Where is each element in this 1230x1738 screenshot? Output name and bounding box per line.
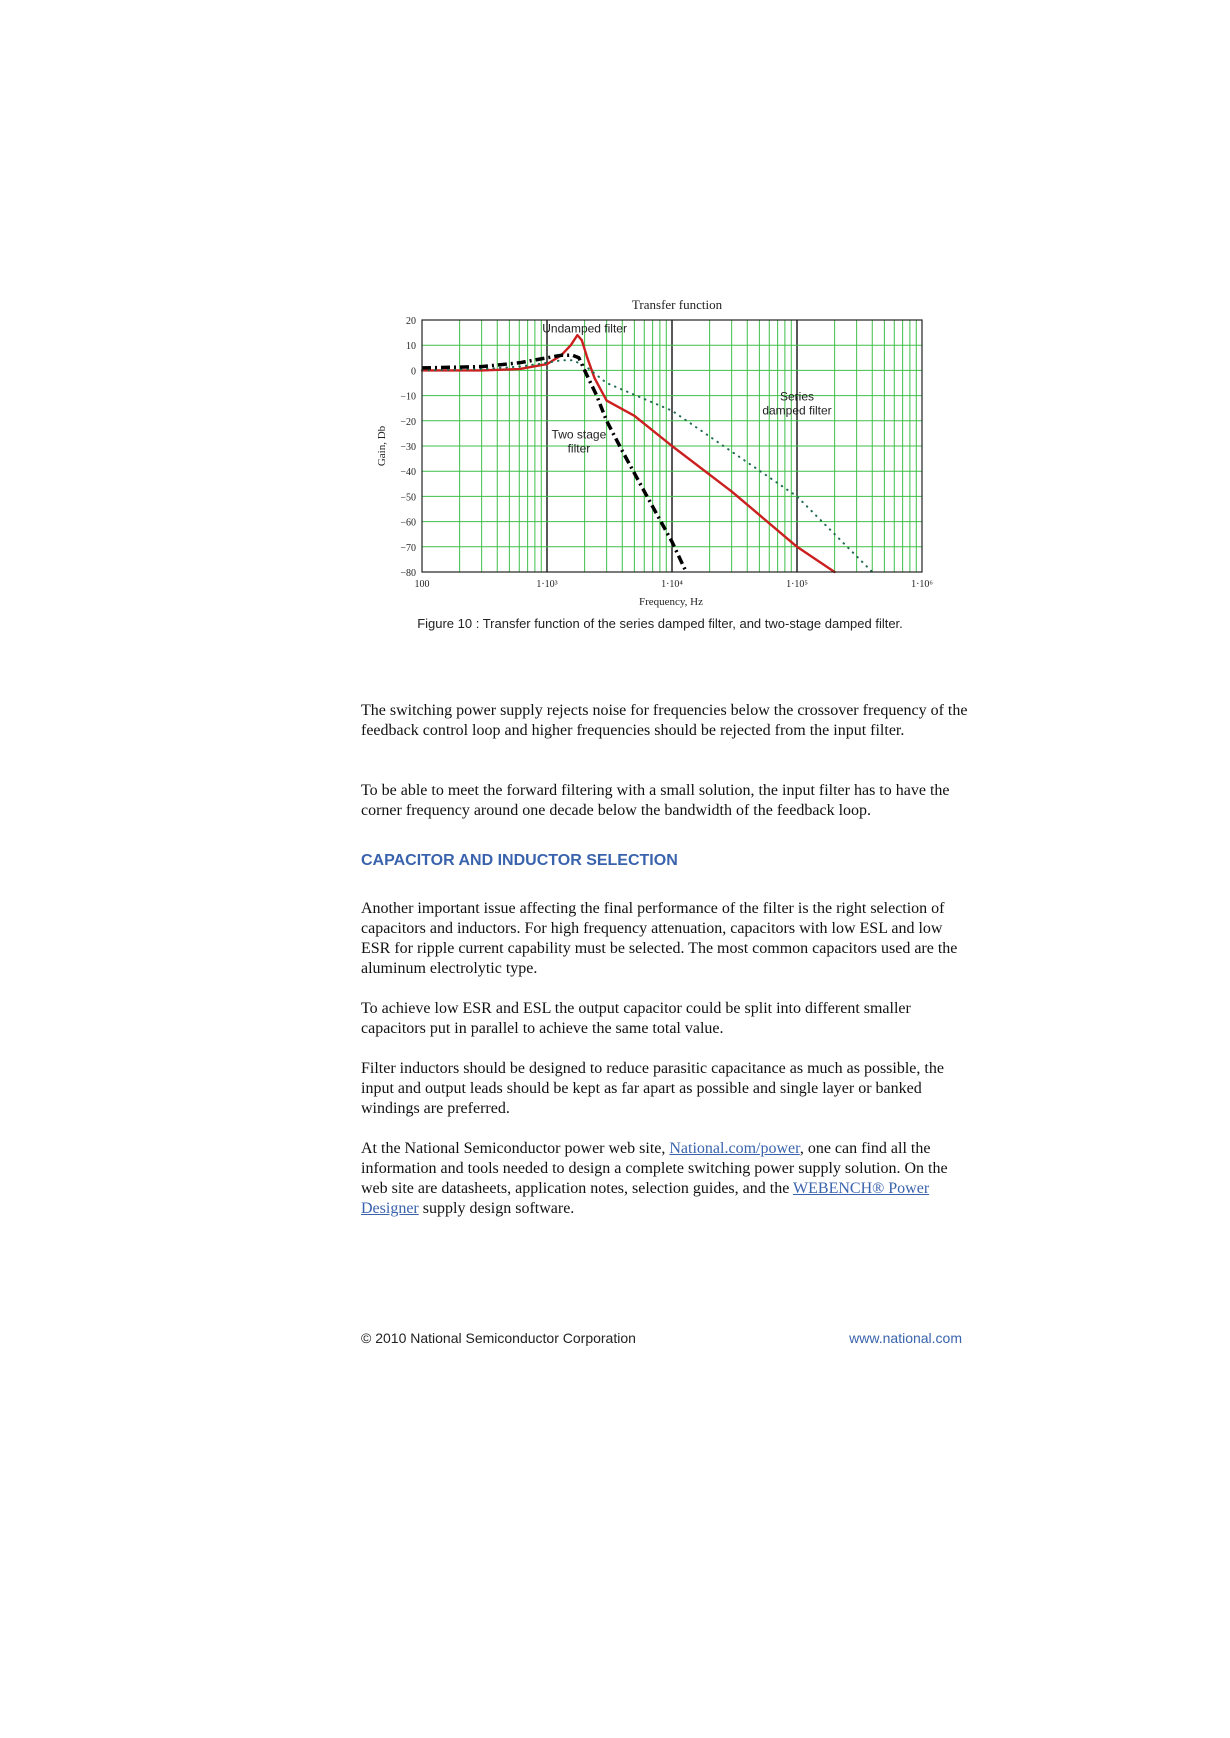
chart-annotation: [542, 322, 627, 336]
footer-website[interactable]: www.national.com: [849, 1330, 962, 1346]
y-tick-label: 10: [406, 341, 416, 353]
y-tick-label: −80: [400, 568, 416, 579]
national-power-link[interactable]: National.com/power: [669, 1140, 800, 1157]
x-tick-label: 1·10⁶: [911, 579, 933, 590]
paragraph-esr-esl: To achieve low ESR and ESL the output capacitor could be split into different smaller capacitors put in parallel to achieve the same total value.: [361, 1000, 911, 1037]
x-tick-label: 1·10⁵: [786, 579, 808, 590]
x-tick-label: 1·10⁴: [661, 579, 683, 590]
x-tick-label: 100: [414, 579, 430, 590]
series-line-dashdot: [422, 355, 686, 572]
section-heading: CAPACITOR AND INDUCTOR SELECTION: [361, 852, 678, 869]
y-tick-label: −60: [400, 517, 416, 529]
chart-annotation-line: Series: [779, 389, 815, 404]
y-tick-label: −20: [400, 416, 416, 428]
paragraph-component-selection: Another important issue affecting the final performance of the filter is the right selection of capacitors and inductors. For high frequency attenuation, capacitors with low ESL and low ESR for ripple current capability must be selected. The most common capacitors used are the aluminum electrolytic type.: [361, 900, 958, 977]
y-tick-label: −70: [400, 542, 416, 554]
transfer-function-chart: [360, 296, 960, 616]
axis-ticks: [400, 316, 933, 590]
x-axis-label: Frequency, Hz: [638, 596, 704, 608]
chart-annotation: [762, 390, 831, 418]
figure-caption: Figure 10 : Transfer function of the series damped filter, and two-stage damped filter.: [417, 616, 903, 631]
y-tick-label: 0: [411, 366, 416, 378]
paragraph-filter-inductors: Filter inductors should be designed to reduce parasitic capacitance as much as possible, the input and output leads should be kept as far apart as possible and single layer or banked windings are preferred.: [361, 1060, 944, 1117]
web-resources-text-c: supply design software.: [418, 1200, 575, 1217]
web-resources-text-b: , one can find all the information and tools needed to design a complete switching power supply solution. On the web site are datasheets, application notes, selection guides, and the: [361, 1140, 948, 1197]
footer-copyright: © 2010 National Semiconductor Corporation: [361, 1330, 636, 1346]
y-tick-label: −40: [400, 467, 416, 479]
chart-annotation-line: filter: [567, 441, 591, 456]
y-tick-label: 20: [406, 316, 416, 327]
chart-annotation-line: damped filter: [762, 403, 832, 418]
chart-title: Transfer function: [631, 297, 723, 312]
y-axis-label: Gain, Db: [376, 425, 388, 467]
paragraph-noise-rejection: The switching power supply rejects noise for frequencies below the crossover frequency of the feedback control loop and higher frequencies should be rejected from the input filter.: [361, 702, 968, 739]
y-tick-label: −50: [400, 492, 416, 504]
paragraph-corner-frequency: To be able to meet the forward filtering with a small solution, the input filter has to have the corner frequency around one decade below the bandwidth of the feedback loop.: [361, 782, 950, 819]
y-tick-label: −30: [400, 442, 416, 453]
web-resources-text-a: At the National Semiconductor power web site,: [361, 1140, 670, 1157]
paragraph-web-resources: [361, 1139, 973, 1219]
chart-annotation-line: Two stage: [551, 427, 607, 442]
chart-annotations: [542, 322, 831, 456]
chart-annotation-line: Undamped filter: [542, 321, 627, 336]
chart-annotation: [552, 427, 607, 455]
webench-link[interactable]: WEBENCH® Power Designer: [361, 1180, 930, 1217]
x-tick-label: 1·10³: [536, 579, 558, 590]
y-tick-label: −10: [400, 391, 416, 403]
